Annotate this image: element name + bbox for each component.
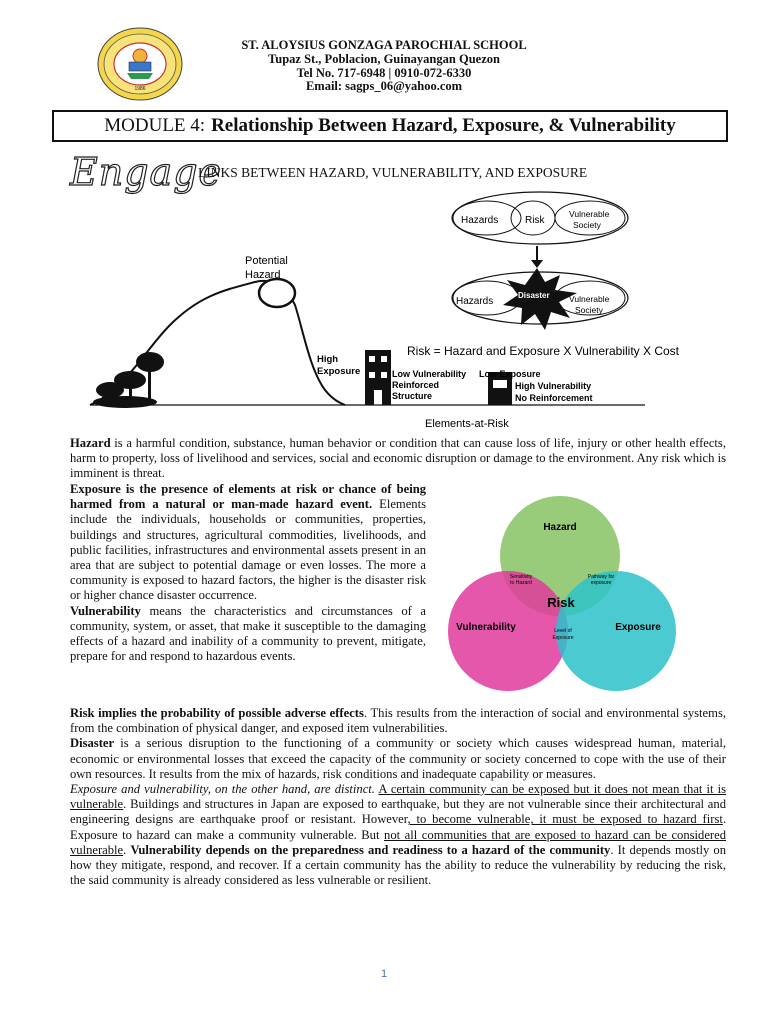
distinction-underline-1: A certain community can be exposed but it does not mean that it is vulnerable [70,782,726,812]
distinction-text-3: . [123,842,131,857]
high-exposure-label-2: Exposure [317,366,361,377]
boulder [259,279,295,307]
distinction-italic: Exposure and vulnerability, on the other hand, are distinct. [70,782,375,797]
hazard-definition: is a harmful condition, substance, human behavior or condition that can cause loss of life, injury or other health effects, harm to property, loss of livelihood and services, social and economic disruption or damage to the environment. Any risk which is imminent is threat. [70,436,726,481]
distinction-bold: Vulnerability depends on the preparedness and readiness to a hazard of the community [130,842,611,857]
high-exposure-label: High [317,354,339,365]
hazards-label-bottom: Hazards [456,296,494,307]
exposure-definition-rest: Elements include the individuals, households or communities, properties, buildings and structures, agricultural commodities, livelihoods, and public facilities, infrastructures and environmental assets present in an area that are subject to potential damage or even losses. The more a community is exposed to hazard factors, the higher is the disaster risk or higher chance disaster occurrence. [70,497,427,603]
venn-vulnerability-label: Vulnerability [456,622,516,633]
hazard-illustration [85,190,715,435]
low-vuln-label-3: Structure [392,391,433,401]
high-vuln-label-1: High Vulnerability [515,381,592,391]
exposure-paragraph [70,482,426,604]
elements-at-risk-label: Elements-at-Risk [425,418,509,430]
hazards-label-top: Hazards [461,215,499,226]
vulnerability-paragraph [70,604,426,665]
palm-trees [93,352,164,408]
vulnerable-label-bottom-2: Society [575,305,603,315]
page-number: 1 [380,968,388,980]
vulnerable-label-top-1: Vulnerable [569,209,610,219]
module-title-box [52,110,728,142]
hazard-term: Hazard [70,436,111,450]
vulnerable-label-bottom-1: Vulnerable [569,294,610,304]
school-email: Email: sagps_06@yahoo.com [305,79,463,93]
distinction-underline-3: not all communities that are exposed to hazard can be considered vulnerable [70,827,727,857]
risk-label-top: Risk [525,215,545,226]
module-number: MODULE 4: [104,115,206,136]
venn-diagram [438,494,728,694]
venn-level-label-1: Level of [554,628,572,634]
venn-sensitivity-label-1: Sensitivity [509,574,533,580]
exposure-definition-bold: Exposure is the presence of elements at risk or chance of being harmed from a natural or man-made hazard event. [70,482,426,512]
svg-text:1986: 1986 [134,86,146,92]
disaster-label: Disaster [518,291,550,300]
venn-pathway-label-2: exposure [590,580,612,586]
left-column-text [70,482,426,664]
venn-risk-label: Risk [547,595,575,610]
potential-hazard-label: Potential [245,255,288,267]
high-vuln-label-2: No Reinforcement [515,393,593,403]
distinction-underline-2: , to become vulnerable, it must be exposed to hazard first [407,812,723,827]
vulnerable-label-top-2: Society [573,220,601,230]
venn-sensitivity-label-2: to Hazard [510,580,532,586]
vulnerability-definition: means the characteristics and circumstances of a community, system, or asset, that make it susceptible to the damaging effects of a hazard and inability of a community to prevent, mitigate, prepare for and respond to hazardous events. [70,603,426,664]
down-arrow [531,260,543,268]
school-tel: Tel No. 717-6948 | 0910-072-6330 [296,66,472,80]
venn-hazard-label: Hazard [543,522,577,533]
venn-exposure-label: Exposure [615,622,661,633]
venn-level-label-2: Exposure [552,635,574,641]
module-title: Relationship Between Hazard, Exposure, & Vulnerability [211,115,676,136]
risk-definition-rest: . This results from the interaction of social and environmental systems, from the combination of physical danger, and exposed item vulnerabilities. [70,706,726,736]
disaster-term: Disaster [70,736,115,751]
lower-text [70,706,726,888]
low-vuln-label-2: Reinforced [392,380,440,390]
engage-logo: Engage [70,150,223,194]
hazard-paragraph [70,436,726,482]
distinction-paragraph [70,782,726,888]
low-vuln-label-1: Low Vulnerability [392,369,467,379]
low-exposure-label: Low Exposure [479,369,541,379]
potential-hazard-label-2: Hazard [245,269,281,281]
school-name: ST. ALOYSIUS GONZAGA PAROCHIAL SCHOOL [241,38,527,52]
venn-pathway-label-1: Pathway for [587,574,615,580]
school-address: Tupaz St., Poblacion, Guinayangan Quezon [268,52,500,66]
risk-formula: Risk = Hazard and Exposure X Vulnerability X Cost [407,344,680,358]
risk-paragraph [70,706,726,736]
risk-definition-bold: Risk implies the probability of possible adverse effects [70,706,364,720]
disaster-definition: is a serious disruption to the functioning of a community or society which causes widespread human, material, economic or environmental losses that exceed the capacity of the community or society concerned to cope with the use of their own resources. It results from the mix of hazards, risk conditions and inadequate capability or measures. [70,736,726,781]
distinction-text-4: . It depends mostly on how they mitigate, respond, and recover. If a certain community has the ability to reduce the vulnerability by reducing the risk, the said community is already considered as less vulnerable or resilient. [70,842,727,888]
vulnerability-term: Vulnerability [70,603,141,618]
engage-heading: LINKS BETWEEN HAZARD, VULNERABILITY, AND EXPOSURE [198,165,588,180]
distinction-text-1: . Buildings and structures in Japan are exposed to earthquake, but they are not vulnerable since their architectural and engineering designs are earthquake proof or resistant. However [70,797,726,827]
distinction-text-2: . Exposure to hazard can make a community vulnerable. But [70,812,726,842]
disaster-paragraph [70,736,726,782]
